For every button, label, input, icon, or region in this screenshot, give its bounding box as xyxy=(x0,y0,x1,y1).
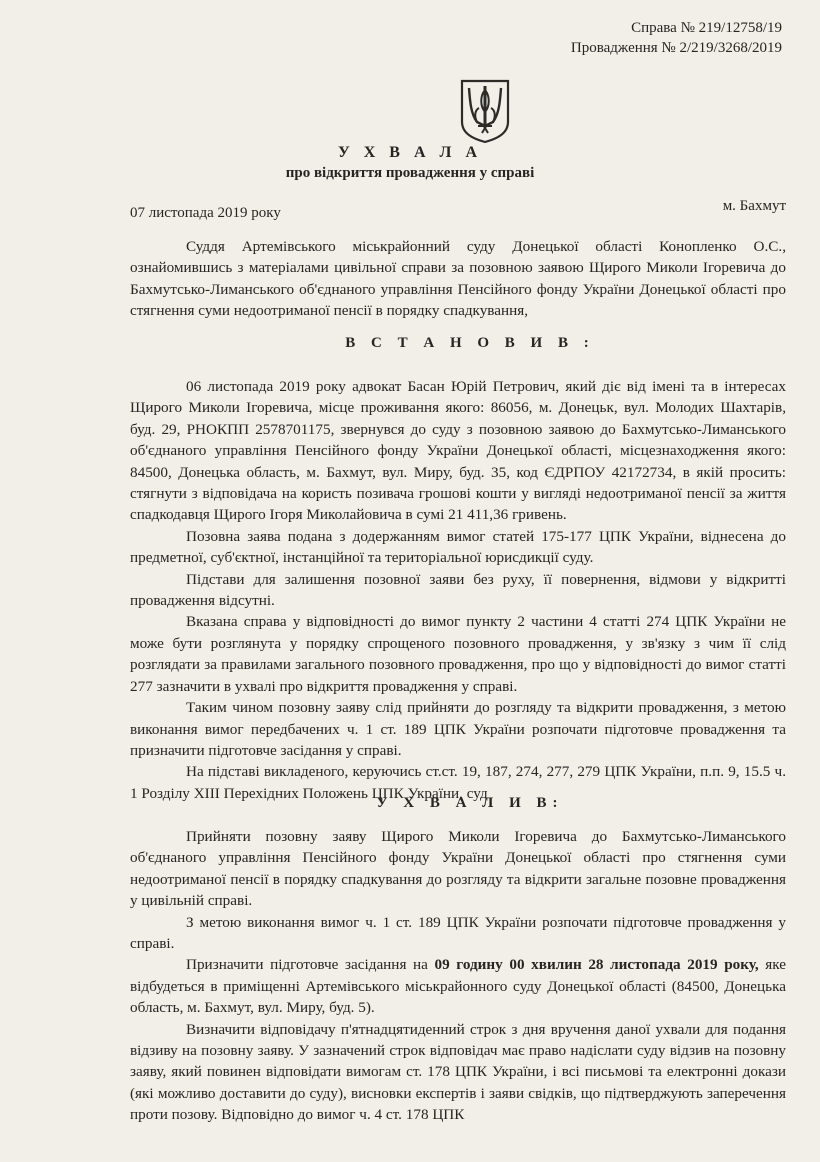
established-paragraph-3: Підстави для залишення позовної заяви без руху, її повернення, відмови у відкритті провадження відсутні. xyxy=(130,570,786,610)
document-city: м. Бахмут xyxy=(722,198,786,214)
document-title: У Х В А Л А xyxy=(338,144,482,161)
ruled-paragraph-1: Прийняти позовну заяву Щирого Миколи Ігоревича до Бахмутсько-Лиманського об'єднаного управління Пенсійного фонду України Донецької області про стягнення суми недоотриманої пенсії в порядку спадкування до розгляду та відкрити загальне позовне провадження у цивільній справі. xyxy=(130,828,786,910)
proceeding-number: Провадження № 2/219/3268/2019 xyxy=(570,40,782,56)
hearing-intro: Призначити підготовче засідання на xyxy=(186,956,435,974)
trident-coat-of-arms-icon xyxy=(458,78,512,144)
established-paragraph-6: На підставі викладеного, керуючись ст.ст. 19, 187, 274, 277, 279 ЦПК України, п.п. 9, 15.5 ч. 1 Розділу XIII Перехідних Положень ЦПК України, суд xyxy=(130,763,786,802)
intro-text: Суддя Артемівського міськрайонний суду Донецької області Конопленко О.С., ознайомившись з матеріалами цивільної справи за позовною заявою Щирого Миколи Ігоревича до Бахмутсько-Лиманського об'єднаного управління Пенсійного фонду України Донецької області про стягнення суми недоотриманої пенсії в порядку спадкування, xyxy=(130,238,786,320)
document-subtitle: про відкриття провадження у справі xyxy=(285,165,535,181)
ruled-paragraph-2: З метою виконання вимог ч. 1 ст. 189 ЦПК України розпочати підготовче провадження у справі. xyxy=(130,913,786,953)
hearing-datetime: 09 годину 00 хвилин 28 листопада 2019 року, xyxy=(434,956,759,974)
established-paragraph-1: 06 листопада 2019 року адвокат Басан Юрій Петрович, який діє від імені та в інтересах Щирого Миколи Ігоревича, місце проживання якого: 86056, м. Донецьк, вул. Молодих Шахтарів, буд. 29, РНОКПП 2578701175, звернувся до суду з позовною заявою до Бахмутсько-Лиманського об'єднаного управління Пенсійного фонду України Донецької області, місцезнаходження якого: 84500, Донецька область, м. Бахмут, вул. Миру, буд. 35, код ЄДРПОУ 42172734, в якій просить: стягнути з відповідача на користь позивача грошові кошти у вигляді недоотриманої пенсії за життя спадкодавця Щирого Ігоря Миколайовича в сумі 21 411,36 гривень. xyxy=(130,378,786,524)
ruled-heading: У Х В А Л И В: xyxy=(376,795,564,811)
ruled-paragraph-4: Визначити відповідачу п'ятнадцятиденний строк з дня вручення даної ухвали для подання відзиву на позовну заяву. У зазначений строк відповідач має право надіслати суду відзив на позовну заяву, який повинен відповідати вимогам ст. 178 ЦПК України, і всі письмові та електронні докази (які можливо доставити до суду), висновки експертів і заяви свідків, що підтверджують заперечення проти позову. Відповідно до вимог ч. 4 ст. 178 ЦПК xyxy=(130,1020,786,1124)
established-paragraph-4: Вказана справа у відповідності до вимог пункту 2 частини 4 статті 274 ЦПК України не може бути розглянута у порядку спрощеного позовного провадження, у зв'язку з чим її слід розглядати за правилами загального позовного провадження, про що у відповідності до вимог статті 277 зазначити в ухвалі про відкриття провадження у справі. xyxy=(130,613,786,695)
intro-paragraph xyxy=(130,236,786,322)
established-paragraph-5: Таким чином позовну заяву слід прийняти до розгляду та відкрити провадження, з метою виконання вимог передбачених ч. 1 ст. 189 ЦПК України розпочати підготовче провадження та призначити підготовче засідання у справі. xyxy=(130,699,786,759)
ruled-section xyxy=(130,826,786,1126)
established-section xyxy=(130,376,786,804)
hearing-location: яке відбудеться в приміщенні Артемівського міськрайонного суду Донецької області (84500, Донецька область, м. Бахмут, вул. Миру, буд. 5). xyxy=(130,956,786,1017)
established-paragraph-2: Позовна заява подана з додержанням вимог статей 175-177 ЦПК України, віднесена до предметної, суб'єктної, інстанційної та територіальної юрисдикції суду. xyxy=(130,527,786,567)
case-number: Справа № 219/12758/19 xyxy=(631,20,782,36)
established-heading: В С Т А Н О В И В : xyxy=(345,335,595,351)
ruled-paragraph-3 xyxy=(130,954,786,1018)
document-date: 07 листопада 2019 року xyxy=(130,205,281,221)
case-reference xyxy=(571,18,782,58)
